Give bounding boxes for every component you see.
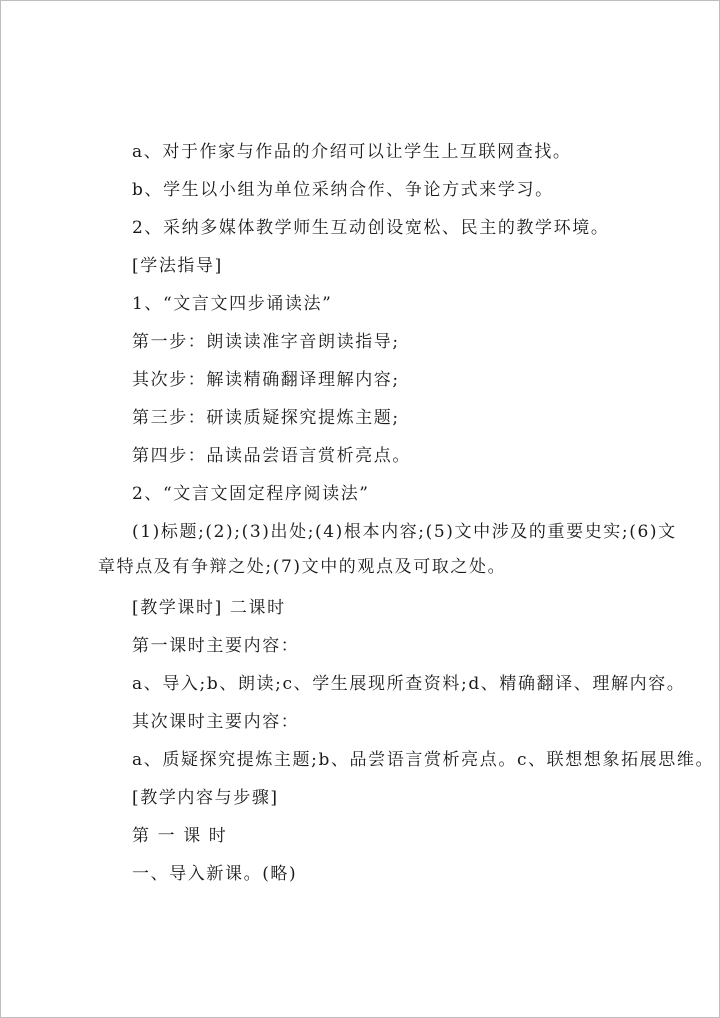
paragraph-first-lesson-title: 第一课时主要内容： bbox=[132, 636, 300, 656]
paragraph-first-lesson-content: a、导入;b、朗读;c、学生展现所查资料;d、精确翻译、理解内容。 bbox=[132, 674, 686, 694]
paragraph-multimedia: 2、采纳多媒体教学师生互动创设宽松、民主的教学环境。 bbox=[132, 218, 610, 238]
paragraph-fixed-procedure: 2、“文言文固定程序阅读法” bbox=[132, 484, 370, 504]
list-item-step-4: 第四步：品读品尝语言赏析亮点。 bbox=[132, 446, 411, 466]
paragraph-author-intro: a、对于作家与作品的介绍可以让学生上互联网查找。 bbox=[132, 142, 572, 162]
paragraph-procedure-items-line2: 章特点及有争辩之处;(7)文中的观点及可取之处。 bbox=[98, 557, 507, 577]
list-item-step-1: 第一步：朗读读准字音朗读指导; bbox=[132, 332, 400, 352]
paragraph-second-lesson-title: 其次课时主要内容： bbox=[132, 712, 300, 732]
section-heading-class-hours: [教学课时] 二课时 bbox=[132, 598, 286, 618]
section-heading-study-method: [学法指导] bbox=[132, 256, 223, 276]
paragraph-introduction: 一、导入新课。(略) bbox=[132, 864, 298, 884]
paragraph-four-step-method: 1、“文言文四步诵读法” bbox=[132, 294, 333, 314]
paragraph-procedure-items-line1: (1)标题;(2);(3)出处;(4)根本内容;(5)文中涉及的重要史实;(6)文 bbox=[132, 522, 677, 542]
lesson-one-heading: 第 一 课 时 bbox=[132, 826, 228, 846]
section-heading-content-steps: [教学内容与步骤] bbox=[132, 788, 279, 808]
paragraph-group-study: b、学生以小组为单位采纳合作、争论方式来学习。 bbox=[132, 180, 554, 200]
paragraph-second-lesson-content: a、质疑探究提炼主题;b、品尝语言赏析亮点。c、联想想象拓展思维。 bbox=[132, 750, 715, 770]
list-item-step-3: 第三步：研读质疑探究提炼主题; bbox=[132, 408, 400, 428]
list-item-step-2: 其次步：解读精确翻译理解内容; bbox=[132, 370, 400, 390]
